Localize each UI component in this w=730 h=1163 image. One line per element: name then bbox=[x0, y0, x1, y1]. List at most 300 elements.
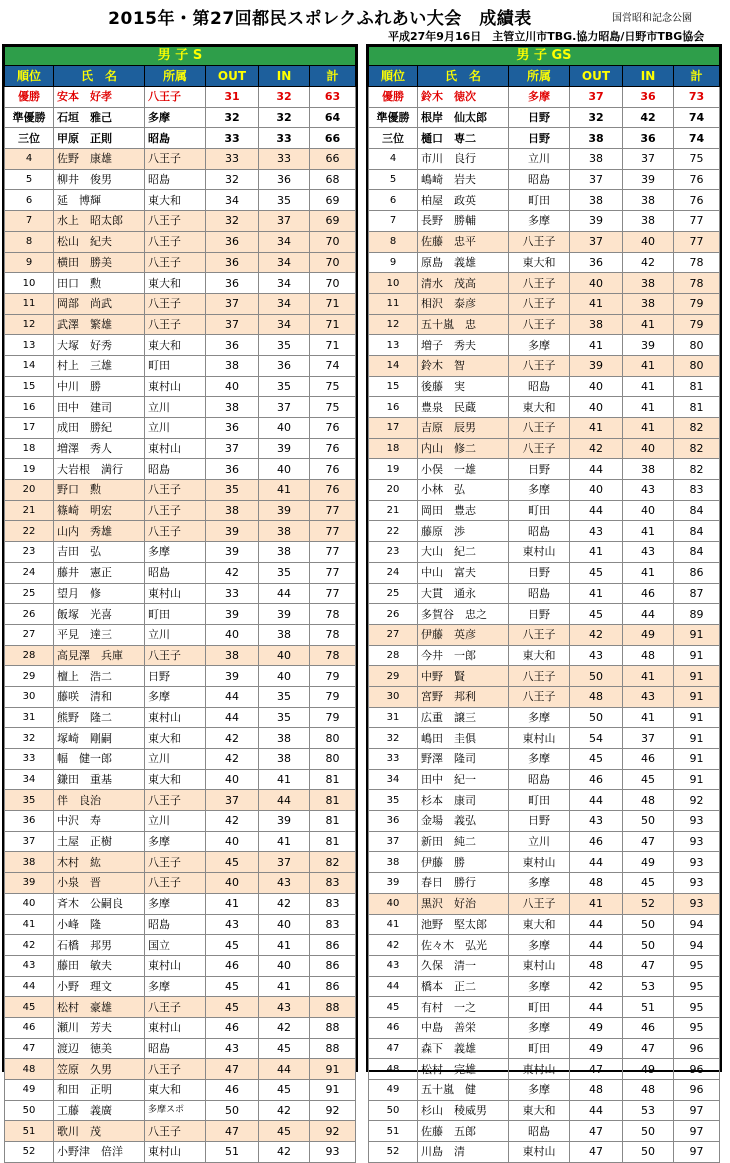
table-row bbox=[369, 831, 720, 852]
player-name-cell: 佐々木 弘光 bbox=[418, 935, 509, 956]
rank-cell: 12 bbox=[5, 314, 54, 335]
affiliation-cell: 多摩 bbox=[509, 1017, 570, 1038]
player-name-cell: 水上 昭太郎 bbox=[54, 211, 145, 232]
out-score-cell: 40 bbox=[570, 376, 623, 397]
in-score-cell: 50 bbox=[623, 914, 674, 935]
player-name-cell: 松山 紀夫 bbox=[54, 231, 145, 252]
total-score-cell: 83 bbox=[674, 480, 720, 501]
total-score-cell: 77 bbox=[310, 542, 356, 563]
rank-cell: 22 bbox=[5, 521, 54, 542]
total-score-cell: 89 bbox=[674, 604, 720, 625]
in-score-cell: 52 bbox=[623, 893, 674, 914]
total-score-cell: 91 bbox=[674, 686, 720, 707]
out-score-cell: 44 bbox=[570, 459, 623, 480]
total-score-cell: 68 bbox=[310, 169, 356, 190]
in-score-cell: 40 bbox=[259, 418, 310, 439]
affiliation-cell: 多摩 bbox=[145, 893, 206, 914]
table-row bbox=[369, 107, 720, 128]
out-score-cell: 36 bbox=[206, 252, 259, 273]
out-score-cell: 46 bbox=[206, 1080, 259, 1101]
in-score-cell: 42 bbox=[259, 893, 310, 914]
rank-cell: 52 bbox=[369, 1142, 418, 1163]
in-score-cell: 39 bbox=[259, 604, 310, 625]
table-row bbox=[369, 1121, 720, 1142]
affiliation-cell: 八王子 bbox=[145, 500, 206, 521]
rank-cell: 24 bbox=[5, 562, 54, 583]
player-name-cell: 土屋 正樹 bbox=[54, 831, 145, 852]
affiliation-cell: 立川 bbox=[145, 624, 206, 645]
rank-cell: 21 bbox=[5, 500, 54, 521]
total-score-cell: 70 bbox=[310, 252, 356, 273]
affiliation-cell: 東大和 bbox=[145, 728, 206, 749]
player-name-cell: 工藤 義廣 bbox=[54, 1100, 145, 1121]
rank-cell: 50 bbox=[5, 1100, 54, 1121]
table-row bbox=[5, 831, 356, 852]
affiliation-cell: 東村山 bbox=[509, 728, 570, 749]
total-score-cell: 77 bbox=[674, 231, 720, 252]
table-row bbox=[369, 169, 720, 190]
out-score-cell: 39 bbox=[206, 542, 259, 563]
out-score-cell: 40 bbox=[570, 480, 623, 501]
affiliation-cell: 八王子 bbox=[145, 790, 206, 811]
affiliation-cell: 八王子 bbox=[509, 293, 570, 314]
affiliation-cell: 日野 bbox=[509, 459, 570, 480]
affiliation-cell: 東大和 bbox=[509, 397, 570, 418]
results-panel-men-gs bbox=[366, 44, 722, 1159]
player-name-cell: 平見 達三 bbox=[54, 624, 145, 645]
rank-cell: 51 bbox=[5, 1121, 54, 1142]
out-score-cell: 44 bbox=[570, 914, 623, 935]
in-score-cell: 51 bbox=[623, 997, 674, 1018]
rank-cell: 11 bbox=[369, 293, 418, 314]
in-score-cell: 44 bbox=[623, 604, 674, 625]
table-row bbox=[5, 1038, 356, 1059]
in-score-cell: 42 bbox=[259, 1017, 310, 1038]
affiliation-cell: 多摩 bbox=[509, 87, 570, 108]
rank-cell: 13 bbox=[5, 335, 54, 356]
player-name-cell: 佐藤 五郎 bbox=[418, 1121, 509, 1142]
total-score-cell: 95 bbox=[674, 955, 720, 976]
affiliation-cell: 町田 bbox=[509, 790, 570, 811]
in-score-cell: 41 bbox=[623, 666, 674, 687]
in-score-cell: 50 bbox=[623, 811, 674, 832]
player-name-cell: 大岩根 満行 bbox=[54, 459, 145, 480]
player-name-cell: 鎌田 重基 bbox=[54, 769, 145, 790]
affiliation-cell: 町田 bbox=[509, 1038, 570, 1059]
in-score-cell: 40 bbox=[623, 500, 674, 521]
out-score-cell: 50 bbox=[570, 707, 623, 728]
rank-cell: 28 bbox=[5, 645, 54, 666]
table-row bbox=[369, 1059, 720, 1080]
total-score-cell: 84 bbox=[674, 500, 720, 521]
affiliation-cell: 東大和 bbox=[509, 645, 570, 666]
table-row bbox=[5, 1100, 356, 1121]
affiliation-cell: 立川 bbox=[145, 749, 206, 770]
table-row bbox=[5, 397, 356, 418]
affiliation-cell: 八王子 bbox=[145, 293, 206, 314]
affiliation-cell: 多摩 bbox=[145, 976, 206, 997]
table-row bbox=[369, 769, 720, 790]
player-name-cell: 春日 勝行 bbox=[418, 873, 509, 894]
player-name-cell: 長野 勝輔 bbox=[418, 211, 509, 232]
in-score-cell: 34 bbox=[259, 252, 310, 273]
affiliation-cell: 昭島 bbox=[145, 562, 206, 583]
table-row bbox=[5, 521, 356, 542]
affiliation-cell: 多摩 bbox=[509, 335, 570, 356]
rank-cell: 45 bbox=[369, 997, 418, 1018]
rank-cell: 47 bbox=[369, 1038, 418, 1059]
in-score-cell: 32 bbox=[259, 107, 310, 128]
out-score-cell: 33 bbox=[206, 149, 259, 170]
total-score-cell: 86 bbox=[674, 562, 720, 583]
in-score-cell: 37 bbox=[259, 852, 310, 873]
out-score-cell: 38 bbox=[570, 128, 623, 149]
in-score-cell: 53 bbox=[623, 1100, 674, 1121]
table-row bbox=[369, 873, 720, 894]
player-name-cell: 伊藤 勝 bbox=[418, 852, 509, 873]
table-row bbox=[369, 811, 720, 832]
affiliation-cell: 八王子 bbox=[145, 87, 206, 108]
player-name-cell: 伊藤 英彦 bbox=[418, 624, 509, 645]
rank-cell: 6 bbox=[369, 190, 418, 211]
out-score-cell: 43 bbox=[206, 1038, 259, 1059]
player-name-cell: 安本 好孝 bbox=[54, 87, 145, 108]
rank-cell: 5 bbox=[5, 169, 54, 190]
rank-cell: 25 bbox=[369, 583, 418, 604]
total-score-cell: 91 bbox=[674, 707, 720, 728]
in-score-cell: 40 bbox=[259, 666, 310, 687]
player-name-cell: 松村 完雄 bbox=[418, 1059, 509, 1080]
table-row bbox=[5, 273, 356, 294]
out-score-cell: 44 bbox=[570, 997, 623, 1018]
out-score-cell: 44 bbox=[570, 500, 623, 521]
affiliation-cell: 立川 bbox=[509, 149, 570, 170]
rank-cell: 48 bbox=[5, 1059, 54, 1080]
total-score-cell: 93 bbox=[674, 831, 720, 852]
total-score-cell: 76 bbox=[674, 190, 720, 211]
total-score-cell: 93 bbox=[674, 873, 720, 894]
in-score-cell: 48 bbox=[623, 1080, 674, 1101]
rank-cell: 38 bbox=[5, 852, 54, 873]
total-score-cell: 94 bbox=[674, 935, 720, 956]
total-score-cell: 69 bbox=[310, 190, 356, 211]
table-row bbox=[5, 1059, 356, 1080]
out-score-cell: 40 bbox=[206, 376, 259, 397]
total-score-cell: 63 bbox=[310, 87, 356, 108]
in-score-cell: 34 bbox=[259, 293, 310, 314]
total-score-cell: 86 bbox=[310, 955, 356, 976]
affiliation-cell: 東村山 bbox=[509, 852, 570, 873]
total-score-cell: 74 bbox=[674, 107, 720, 128]
rank-cell: 8 bbox=[369, 231, 418, 252]
table-row bbox=[5, 1080, 356, 1101]
player-name-cell: 野澤 隆司 bbox=[418, 749, 509, 770]
out-score-cell: 41 bbox=[570, 335, 623, 356]
affiliation-header: 所属 bbox=[145, 66, 206, 87]
out-score-cell: 42 bbox=[570, 438, 623, 459]
affiliation-cell: 八王子 bbox=[145, 873, 206, 894]
rank-cell: 29 bbox=[5, 666, 54, 687]
total-score-cell: 75 bbox=[310, 376, 356, 397]
rank-cell: 7 bbox=[369, 211, 418, 232]
out-score-cell: 47 bbox=[570, 1059, 623, 1080]
total-score-cell: 74 bbox=[310, 355, 356, 376]
affiliation-cell: 東大和 bbox=[145, 335, 206, 356]
player-name-cell: 中野 賢 bbox=[418, 666, 509, 687]
rank-cell: 50 bbox=[369, 1100, 418, 1121]
out-score-cell: 46 bbox=[206, 1017, 259, 1038]
rank-cell: 44 bbox=[369, 976, 418, 997]
out-score-cell: 36 bbox=[570, 252, 623, 273]
total-score-cell: 81 bbox=[310, 790, 356, 811]
table-row bbox=[369, 935, 720, 956]
total-score-cell: 76 bbox=[310, 480, 356, 501]
out-score-cell: 39 bbox=[570, 355, 623, 376]
rank-cell: 準優勝 bbox=[369, 107, 418, 128]
table-row bbox=[5, 707, 356, 728]
out-score-cell: 40 bbox=[570, 273, 623, 294]
total-score-cell: 80 bbox=[674, 355, 720, 376]
affiliation-cell: 八王子 bbox=[145, 252, 206, 273]
in-score-cell: 38 bbox=[623, 273, 674, 294]
out-score-cell: 41 bbox=[570, 583, 623, 604]
out-score-cell: 36 bbox=[206, 418, 259, 439]
affiliation-cell: 日野 bbox=[509, 604, 570, 625]
rank-cell: 21 bbox=[369, 500, 418, 521]
player-name-cell: 後藤 実 bbox=[418, 376, 509, 397]
affiliation-cell: 八王子 bbox=[509, 893, 570, 914]
rank-cell: 41 bbox=[5, 914, 54, 935]
in-score-cell: 41 bbox=[623, 562, 674, 583]
out-score-cell: 40 bbox=[570, 397, 623, 418]
out-score-cell: 38 bbox=[206, 500, 259, 521]
total-score-cell: 78 bbox=[674, 273, 720, 294]
table-row bbox=[5, 459, 356, 480]
affiliation-cell: 東大和 bbox=[145, 769, 206, 790]
total-score-cell: 75 bbox=[674, 149, 720, 170]
total-score-cell: 82 bbox=[674, 459, 720, 480]
in-score-cell: 33 bbox=[259, 128, 310, 149]
in-score-cell: 36 bbox=[259, 355, 310, 376]
table-row bbox=[369, 1038, 720, 1059]
total-score-cell: 78 bbox=[310, 624, 356, 645]
in-score-cell: 41 bbox=[259, 935, 310, 956]
table-row bbox=[5, 149, 356, 170]
rank-cell: 25 bbox=[5, 583, 54, 604]
right-division-title-row bbox=[369, 47, 720, 66]
player-name-cell: 中沢 寿 bbox=[54, 811, 145, 832]
in-score-cell: 35 bbox=[259, 335, 310, 356]
affiliation-cell: 多摩スポ bbox=[145, 1100, 206, 1121]
affiliation-cell: 多摩 bbox=[509, 1080, 570, 1101]
table-row bbox=[5, 376, 356, 397]
out-score-cell: 47 bbox=[206, 1121, 259, 1142]
total-score-cell: 86 bbox=[310, 935, 356, 956]
table-row bbox=[369, 893, 720, 914]
rank-cell: 46 bbox=[5, 1017, 54, 1038]
rank-cell: 51 bbox=[369, 1121, 418, 1142]
in-score-cell: 41 bbox=[623, 521, 674, 542]
affiliation-cell: 東村山 bbox=[509, 1142, 570, 1163]
table-row bbox=[369, 1100, 720, 1121]
rank-cell: 5 bbox=[369, 169, 418, 190]
rank-cell: 優勝 bbox=[5, 87, 54, 108]
total-score-cell: 97 bbox=[674, 1142, 720, 1163]
rank-cell: 4 bbox=[5, 149, 54, 170]
table-row bbox=[5, 562, 356, 583]
rank-cell: 16 bbox=[369, 397, 418, 418]
player-name-cell: 鈴木 徳次 bbox=[418, 87, 509, 108]
out-score-cell: 34 bbox=[206, 190, 259, 211]
rank-cell: 14 bbox=[369, 355, 418, 376]
affiliation-cell: 日野 bbox=[509, 562, 570, 583]
total-score-cell: 78 bbox=[310, 645, 356, 666]
in-score-cell: 44 bbox=[259, 790, 310, 811]
table-row bbox=[369, 542, 720, 563]
player-name-cell: 山内 秀雄 bbox=[54, 521, 145, 542]
in-score-cell: 44 bbox=[259, 583, 310, 604]
out-score-cell: 45 bbox=[570, 749, 623, 770]
rank-cell: 16 bbox=[5, 397, 54, 418]
affiliation-cell: 町田 bbox=[509, 190, 570, 211]
table-row bbox=[5, 583, 356, 604]
affiliation-cell: 東村山 bbox=[145, 707, 206, 728]
affiliation-cell: 多摩 bbox=[509, 480, 570, 501]
affiliation-cell: 多摩 bbox=[509, 935, 570, 956]
affiliation-cell: 昭島 bbox=[509, 769, 570, 790]
total-score-cell: 96 bbox=[674, 1080, 720, 1101]
total-score-cell: 91 bbox=[310, 1080, 356, 1101]
in-score-cell: 47 bbox=[623, 831, 674, 852]
table-row bbox=[5, 790, 356, 811]
affiliation-cell: 昭島 bbox=[509, 1121, 570, 1142]
table-row bbox=[5, 914, 356, 935]
rank-cell: 27 bbox=[5, 624, 54, 645]
in-score-cell: 35 bbox=[259, 707, 310, 728]
player-name-cell: 藤井 憲正 bbox=[54, 562, 145, 583]
out-score-cell: 43 bbox=[570, 811, 623, 832]
total-score-cell: 83 bbox=[310, 873, 356, 894]
total-score-cell: 66 bbox=[310, 128, 356, 149]
in-score-cell: 41 bbox=[623, 376, 674, 397]
affiliation-cell: 町田 bbox=[145, 604, 206, 625]
in-score-cell: 39 bbox=[623, 169, 674, 190]
rank-cell: 9 bbox=[5, 252, 54, 273]
player-name-cell: 松村 豪雄 bbox=[54, 997, 145, 1018]
player-name-cell: 中島 善栄 bbox=[418, 1017, 509, 1038]
rank-cell: 19 bbox=[369, 459, 418, 480]
player-name-cell: 岡田 豊志 bbox=[418, 500, 509, 521]
total-score-cell: 87 bbox=[674, 583, 720, 604]
player-name-cell: 大塚 好秀 bbox=[54, 335, 145, 356]
total-score-cell: 69 bbox=[310, 211, 356, 232]
player-name-cell: 橋本 正二 bbox=[418, 976, 509, 997]
rank-cell: 34 bbox=[5, 769, 54, 790]
in-score-cell: 38 bbox=[259, 624, 310, 645]
in-score-cell: 34 bbox=[259, 273, 310, 294]
in-score-cell: 42 bbox=[259, 1100, 310, 1121]
rank-cell: 33 bbox=[5, 749, 54, 770]
in-score-cell: 41 bbox=[259, 831, 310, 852]
affiliation-cell: 昭島 bbox=[145, 1038, 206, 1059]
rank-cell: 48 bbox=[369, 1059, 418, 1080]
total-score-cell: 71 bbox=[310, 293, 356, 314]
table-row bbox=[5, 955, 356, 976]
affiliation-cell: 昭島 bbox=[145, 459, 206, 480]
out-score-cell: 46 bbox=[206, 955, 259, 976]
in-score-cell: 50 bbox=[623, 1142, 674, 1163]
affiliation-cell: 八王子 bbox=[145, 231, 206, 252]
player-name-cell: 樋口 専二 bbox=[418, 128, 509, 149]
table-row bbox=[369, 397, 720, 418]
in-score-cell: 36 bbox=[259, 169, 310, 190]
total-score-cell: 91 bbox=[674, 666, 720, 687]
out-score-cell: 46 bbox=[570, 831, 623, 852]
in-score-cell: 49 bbox=[623, 624, 674, 645]
out-score-cell: 45 bbox=[206, 852, 259, 873]
out-score-cell: 41 bbox=[570, 542, 623, 563]
affiliation-cell: 東村山 bbox=[145, 376, 206, 397]
in-score-cell: 39 bbox=[623, 335, 674, 356]
table-row bbox=[369, 376, 720, 397]
out-score-cell: 47 bbox=[570, 1121, 623, 1142]
player-name-cell: 宮野 邦利 bbox=[418, 686, 509, 707]
affiliation-cell: 八王子 bbox=[145, 1059, 206, 1080]
rank-cell: 32 bbox=[369, 728, 418, 749]
table-row bbox=[5, 893, 356, 914]
affiliation-cell: 八王子 bbox=[509, 686, 570, 707]
affiliation-cell: 多摩 bbox=[145, 831, 206, 852]
affiliation-cell: 日野 bbox=[509, 107, 570, 128]
in-score-cell: 41 bbox=[623, 707, 674, 728]
table-row bbox=[5, 1017, 356, 1038]
player-name-cell: 増澤 秀人 bbox=[54, 438, 145, 459]
in-score-cell: 49 bbox=[623, 1059, 674, 1080]
in-score-cell: 45 bbox=[259, 1121, 310, 1142]
player-name-cell: 広重 譲三 bbox=[418, 707, 509, 728]
affiliation-cell: 八王子 bbox=[509, 273, 570, 294]
affiliation-cell: 八王子 bbox=[509, 624, 570, 645]
affiliation-cell: 多摩 bbox=[509, 211, 570, 232]
player-name-cell: 柏屋 政英 bbox=[418, 190, 509, 211]
out-score-cell: 37 bbox=[570, 169, 623, 190]
table-row bbox=[369, 686, 720, 707]
total-header: 計 bbox=[310, 66, 356, 87]
player-name-cell: 今井 一郎 bbox=[418, 645, 509, 666]
in-score-cell: 50 bbox=[623, 1121, 674, 1142]
affiliation-cell: 八王子 bbox=[145, 1121, 206, 1142]
in-score-cell: 39 bbox=[259, 500, 310, 521]
out-score-cell: 38 bbox=[206, 355, 259, 376]
player-name-cell: 藤原 渉 bbox=[418, 521, 509, 542]
affiliation-cell: 東大和 bbox=[509, 1100, 570, 1121]
player-name-cell: 村上 三雄 bbox=[54, 355, 145, 376]
total-score-cell: 79 bbox=[310, 686, 356, 707]
player-name-cell: 原島 義雄 bbox=[418, 252, 509, 273]
player-name-cell: 内山 修二 bbox=[418, 438, 509, 459]
out-score-cell: 37 bbox=[206, 293, 259, 314]
total-score-cell: 91 bbox=[674, 624, 720, 645]
rank-cell: 準優勝 bbox=[5, 107, 54, 128]
table-row bbox=[5, 480, 356, 501]
table-row bbox=[369, 583, 720, 604]
rank-cell: 31 bbox=[369, 707, 418, 728]
affiliation-cell: 町田 bbox=[509, 500, 570, 521]
table-row bbox=[5, 107, 356, 128]
player-name-cell: 久保 清一 bbox=[418, 955, 509, 976]
player-name-cell: 杉本 康司 bbox=[418, 790, 509, 811]
in-score-cell: 40 bbox=[259, 914, 310, 935]
